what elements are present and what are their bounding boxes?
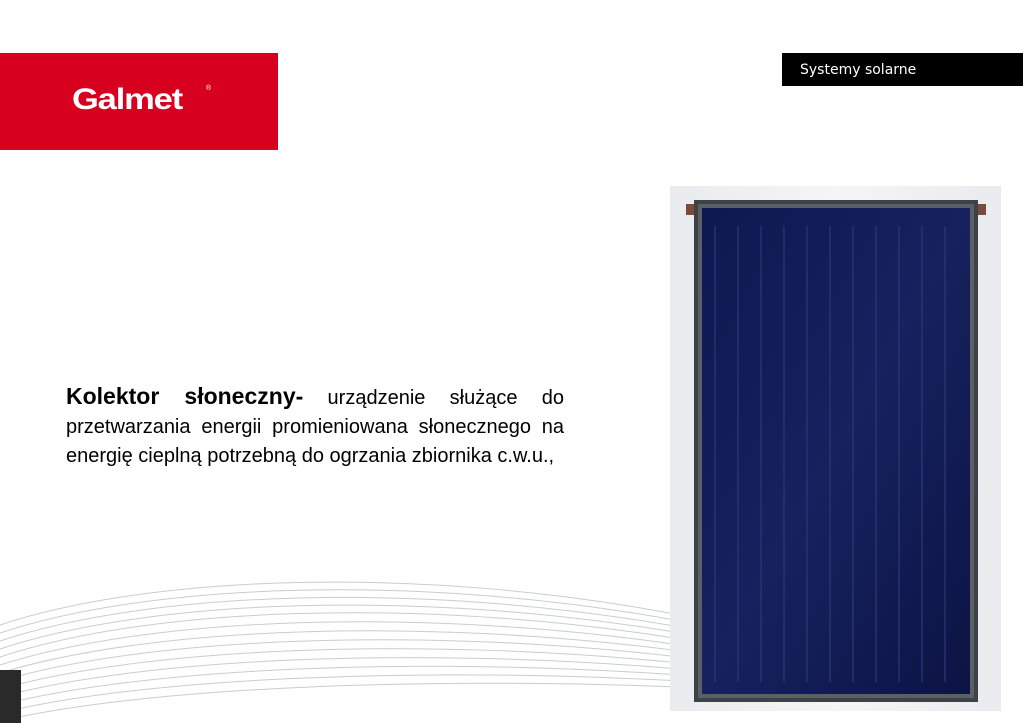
registered-mark: ® [206,85,212,92]
description-term: Kolektor słoneczny- [66,383,304,409]
description-paragraph [66,382,564,471]
brand-logo-text: Galmet [72,83,183,116]
section-label: Systemy solarne [782,53,1023,86]
description-text: urządzenie służące do przetwarzania energii promieniowana słonecznego na energię cieplną potrzebną do ogrzania zbiornika c.w.u., [66,387,564,467]
left-accent-bar [0,670,21,723]
solar-panel-icon [670,186,1001,711]
brand-logo-block [0,53,278,150]
solar-collector-image [670,186,1001,711]
decorative-waves [0,555,680,723]
